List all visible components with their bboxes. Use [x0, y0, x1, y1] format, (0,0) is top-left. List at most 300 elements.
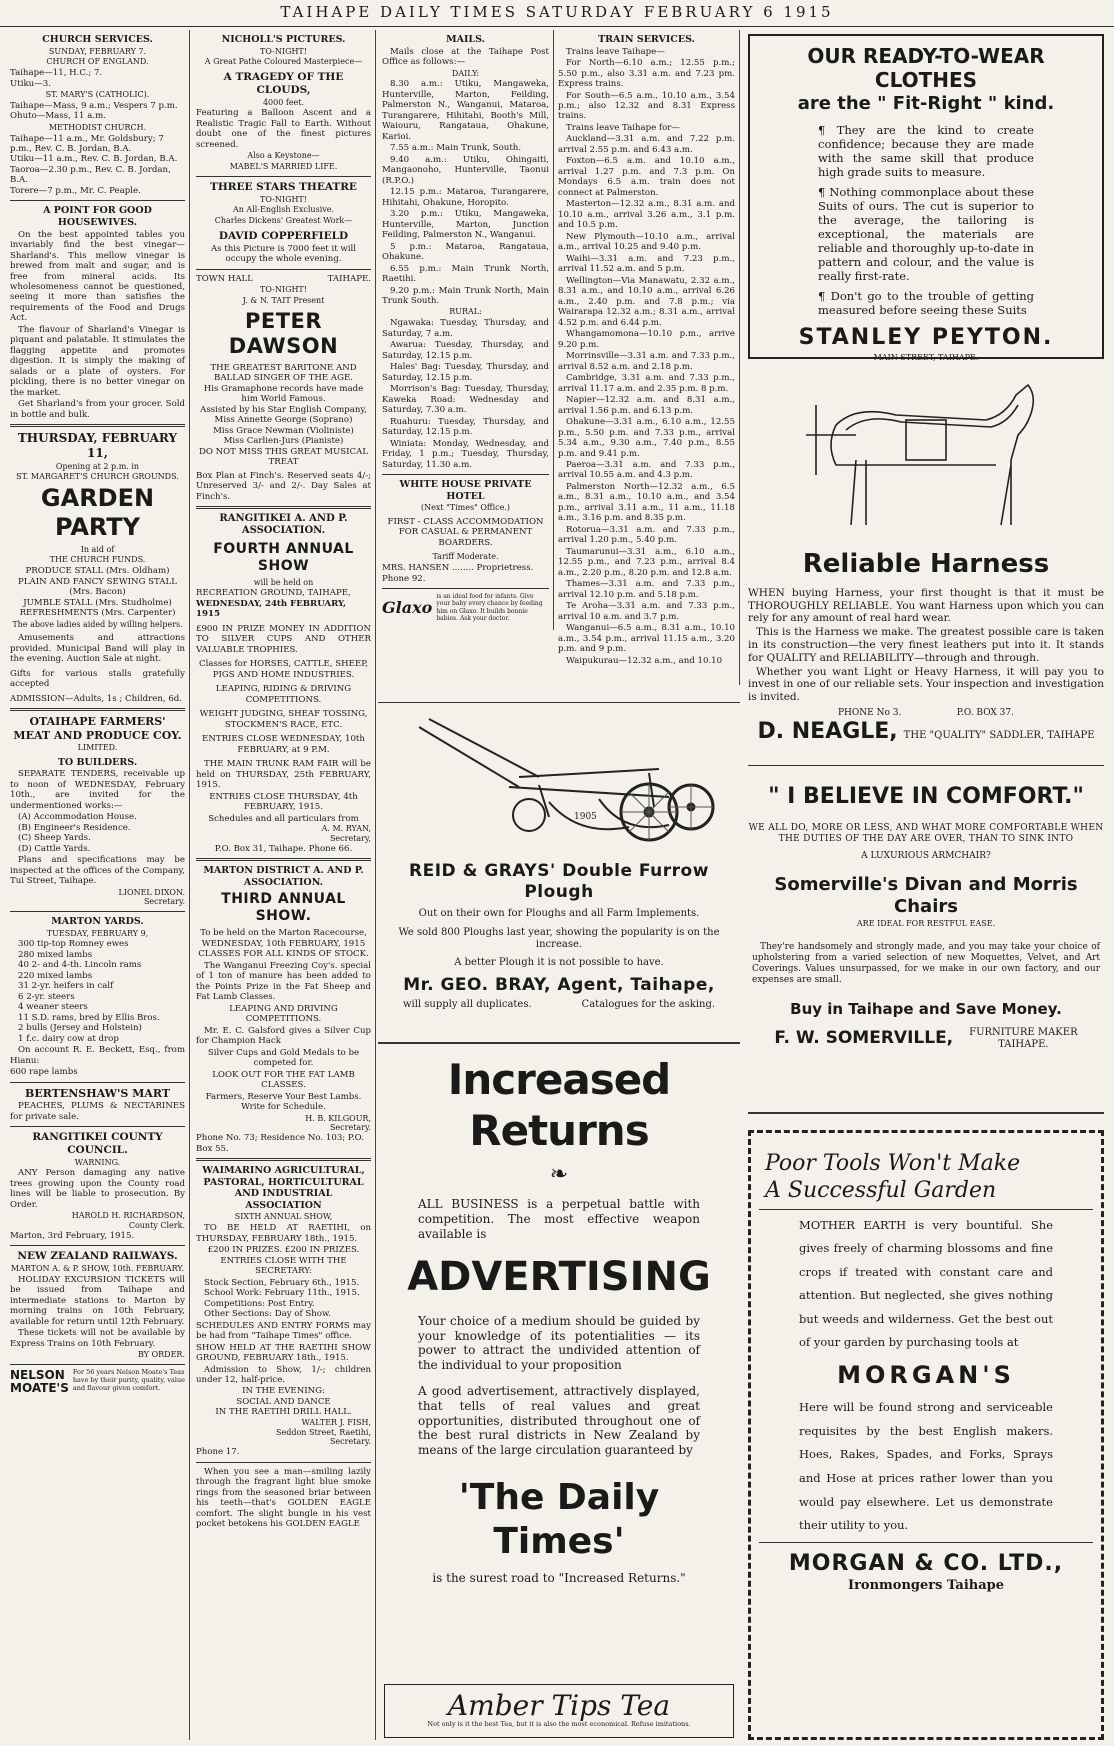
train-entry: Te Aroha—3.31 a.m. and 7.33 p.m., arrival 10 a.m. and 3.7 p.m. [558, 601, 735, 622]
church-line: Torere—7 p.m., Mr. C. Peaple. [10, 185, 141, 196]
church-services [10, 34, 185, 196]
masthead: TAIHAPE DAILY TIMES SATURDAY FEBRUARY 6 1915 [0, 0, 1114, 27]
farmers-p1: SEPARATE TENDERS, receivable up to noon of WEDNESDAY, February 10th., are invited for the undermentioned works:— [10, 769, 185, 811]
garden-party-amusements: Amusements and attractions provided. Municipal Band will play in the evening. Auction Sale at night. [10, 633, 185, 665]
railways-order: BY ORDER. [138, 1350, 185, 1360]
church-catholic: ST. MARY'S (CATHOLIC). [45, 90, 150, 100]
train-entry: Taumarunui—3.31 a.m., 6.10 a.m., 12.55 p.m., and 7.23 p.m., arrival 8.4 a.m., 2.20 p.m., 8.20 p.m. and 12.8 a.m. [558, 546, 735, 578]
harness-ad [748, 365, 1104, 766]
church-line: Taihape—11, H.C.; 7. [10, 68, 103, 79]
waimarino-show-at: SHOW HELD AT THE RAETIHI SHOW GROUND, FEBRUARY 18th., 1915. [196, 1342, 371, 1364]
train-entry: Auckland—3.31 a.m. and 7.22 p.m. arrival 2.55 p.m. and 6.43 a.m. [558, 134, 735, 155]
comfort-title: " I BELIEVE IN COMFORT." [768, 784, 1084, 809]
ap-title: RANGITIKEI A. AND P. ASSOCIATION. [219, 513, 348, 537]
farmers-sign: LIONEL DIXON. [118, 887, 185, 897]
marton-phone: Phone No. 73; Residence No. 103; P.O. Box 55. [196, 1133, 364, 1154]
divider [10, 1082, 185, 1083]
train-entry: Wellington—Via Manawatu, 2.32 a.m., 8.31 a.m., and 10.10 a.m., arrival 6.26 a.m., 2.40 p.m. and 7.8 p.m.; via Wairarapa 12.32 a.m.; 8.31 a.m., arrival 4.52 p.m. and 6.44 p.m. [558, 275, 735, 328]
advertising-ad [378, 1042, 740, 1682]
vinegar-ad [10, 205, 185, 420]
nicholls-ad [196, 34, 371, 172]
train-entry: Wanganui—6.5 a.m., 8.31 a.m., 10.10 a.m., 3.54 p.m., arrival 11.15 a.m., 3.20 p.m. and 9 p.m. [558, 623, 735, 655]
tools-ad [748, 1130, 1104, 1740]
train-entries [558, 58, 735, 666]
vinegar-p3: Get Sharland's from your grocer. Sold in bottle and bulk. [10, 399, 185, 420]
garden-party-admission: ADMISSION—Adults, 1s ; Children, 6d. [10, 693, 183, 704]
divider [382, 588, 549, 589]
nicholls-also: Also a Keystone— [247, 151, 320, 161]
advertising-word: ADVERTISING [407, 1254, 711, 1301]
list-item: Competitions: Post Entry. [204, 1298, 315, 1309]
plough-ad [378, 702, 740, 1040]
horses-illustration [796, 365, 1056, 545]
mails-rural-entry: Ruahuru: Tuesday, Thursday, and Saturday, 12.15 p.m. [382, 416, 549, 438]
marton-yards-list [10, 939, 185, 1044]
train-entry: Masterton—12.32 a.m., 8.31 a.m. and 10.10 a.m., arrival 3.26 a.m., 3.1 p.m. and 10.5 p.m. [558, 199, 735, 231]
amber-tag: Not only is it the best Tea, but it is also the most economical. Refuse imitations. [427, 1720, 691, 1728]
train-entry: Waipukurau—12.32 a.m., and 10.10 [566, 655, 723, 666]
ap-sign: A. M. RYAN, [321, 824, 371, 834]
vinegar-p2: The flavour of Sharland's Vinegar is piquant and palatable. It stimulates the flagging appetite and promotes digestion. It is simply the making of salads or a plate of oysters. For pickling, there is no better vinegar on the market. [10, 324, 185, 398]
pilcrow-icon: ¶ [818, 184, 830, 199]
plough-line-2: We sold 800 Ploughs last year, showing the popularity is on the increase. [398, 926, 720, 950]
clothes-addr: MAIN STREET, TAIHAPE. [873, 352, 979, 362]
advertising-closing: is the surest road to "Increased Returns." [432, 1571, 686, 1586]
marton-yards-date: TUESDAY, FEBRUARY 9, [46, 928, 149, 938]
mails-entry: 6.55 p.m.: Main Trunk North, Raetihi. [382, 263, 549, 285]
mails-entry: 9.40 a.m.: Utiku, Ohingaiti, Mangaonoho, Hunterville, Taonui (R.P.O.) [382, 154, 549, 186]
clothes-p1 [818, 123, 1034, 179]
church-line: Taihape—Mass, 9 a.m.; Vespers 7 p.m. [10, 100, 178, 111]
advertising-paper: 'The Daily Times' [458, 1476, 660, 1562]
bertenshaw-text: PEACHES, PLUMS & NECTARINES for private sale. [10, 1101, 185, 1122]
train-entry: Rotorua—3.31 a.m. and 7.33 p.m., arrival 1.20 p.m., 5.40 p.m. [558, 524, 735, 546]
railways-sub: MARTON A. & P. SHOW, 10th. FEBRUARY. [10, 1264, 185, 1274]
harness-box: P.O. BOX 37. [956, 707, 1014, 718]
railways-ad [10, 1250, 185, 1360]
waimarino-list [196, 1278, 371, 1320]
advertising-p3: A good advertisement, attractively displayed, that tells of real values and great opportunities, distributed throughout one of the best rural districts in New Zealand by means of the large circulation guaranteed by [418, 1384, 700, 1457]
farmers-sign-title: Secretary. [143, 897, 185, 907]
comfort-p1b: A LUXURIOUS ARMCHAIR? [861, 850, 991, 861]
stars-tonight: TO-NIGHT! [260, 194, 307, 204]
three-stars-ad [196, 181, 371, 265]
waimarino-sign: WALTER J. FISH, [301, 1417, 371, 1427]
plough-line-3: A better Plough it is not possible to have. [454, 957, 664, 969]
list-item: 300 tip-top Romney ewes [18, 939, 129, 950]
mails-rural-entry: Hales' Bag: Tuesday, Thursday, and Saturday, 12.15 p.m. [382, 362, 549, 383]
county-sign: HAROLD H. RICHARDSON, [71, 1211, 185, 1221]
nicholls-second: MABEL'S MARRIED LIFE. [229, 162, 338, 172]
marton-leaping: LEAPING AND DRIVING COMPETITIONS. [229, 1003, 338, 1025]
dawson-artist: Miss Annette George (Soprano) [214, 415, 353, 426]
advertising-p2: Your choice of a medium should be guided by your knowledge of its potentialities — its power to attract the undivided attention of the individual to your proposition [418, 1313, 700, 1372]
nicholls-line: A Great Pathe Coloured Masterpiece— [204, 57, 363, 67]
stars-text: As this Picture is 7000 feet it will occupy the whole evening. [210, 243, 357, 265]
nicholls-title: NICHOLL'S PICTURES. [221, 34, 346, 45]
waimarino-schedules: SCHEDULES AND ENTRY FORMS may be had from "Taihape Times" office. [196, 1320, 371, 1342]
marton-show: THIRD ANNUAL SHOW. [221, 891, 346, 925]
train-entry: Palmerston North—12.32 a.m., 6.5 a.m., 8.31 a.m., 10.10 a.m., and 3.54 p.m., arrival 3.11 a.m., 11 a.m., 11.18 a.m., 3.16 p.m. and 8.35 p.m. [558, 481, 735, 524]
marton-look: LOOK OUT FOR THE FAT LAMB CLASSES. [212, 1069, 355, 1091]
church-line: Utiku—11 a.m., Rev. C. B. Jordan, B.A. [10, 154, 178, 165]
clothes-ad [748, 34, 1104, 362]
clothes-p3-text: Don't go to the trouble of getting measured before seeing these Suits [818, 288, 1034, 317]
dawson-desc: THE GREATEST BARITONE AND BALLAD SINGER OF THE AGE. [210, 362, 357, 384]
marton-p3: Silver Cups and Gold Medals to be competed for. [207, 1047, 360, 1069]
marton-yards-lambs: 600 rape lambs [10, 1067, 78, 1078]
garden-party-title: GARDEN PARTY [40, 484, 155, 542]
plough-supply: will supply all duplicates. [402, 998, 532, 1010]
ap-sign-title: Secretary, [329, 833, 371, 843]
list-item: 2 bulls (Jersey and Holstein) [18, 1023, 142, 1034]
mails-entry: 12.15 p.m.: Mataroa, Turangarere, Hihitahi, Ohakune, Horopito. [382, 187, 549, 208]
garden-party-gifts: Gifts for various stalls gratefully accepted [10, 668, 185, 690]
mails-entry: 5 p.m.: Mataroa, Rangataua, Ohakune. [382, 241, 549, 263]
marton-title: MARTON DISTRICT A. AND P. ASSOCIATION. [203, 865, 364, 888]
ap-box: P.O. Box 31, Taihape. Phone 66. [214, 843, 353, 854]
glaxo-ad [382, 593, 549, 622]
marton-p1: The Wanganui Freezing Coy's. special of 1 ton of manure has been added to the Points Prize in the Fat Sheep and Fat Lamb Classes. [196, 960, 371, 1003]
dawson-desc-2: His Gramaphone records have made him World Famous. [203, 383, 364, 405]
dawson-tonight: TO-NIGHT! [260, 285, 307, 295]
plough-catalogues: Catalogues for the asking. [581, 998, 716, 1010]
comfort-ad [748, 766, 1104, 1114]
divider [10, 1364, 185, 1365]
train-entry: Cambridge, 3.31 a.m. and 7.33 p.m., arrival 11.17 a.m. and 2.35 p.m. 8 p.m. [558, 373, 735, 394]
list-item: (B) Engineer's Residence. [18, 822, 131, 833]
clothes-name: STANLEY PEYTON. [798, 324, 1054, 350]
comfort-ideal: ARE IDEAL FOR RESTFUL EASE. [856, 918, 996, 928]
ornament-icon: ❧ [549, 1162, 569, 1188]
list-item: School Work: February 11th., 1915. [204, 1288, 360, 1299]
stall: REFRESHMENTS (Mrs. Carpenter) [19, 608, 176, 619]
train-entry: Foxton—6.5 a.m. and 10.10 a.m., arrival 1.27 p.m. and 7.3 p.m. On Mondays 6.5 a.m. train does not connect at Palmerston. [558, 156, 735, 198]
harness-p2: This is the Harness we make. The greatest possible care is taken in its construction—the very finest leathers put into it. It stands for QUALITY and RELIABILITY—through and through. [748, 626, 1104, 664]
garden-party-date: THURSDAY, FEBRUARY 11, [17, 431, 178, 460]
divider [196, 1462, 371, 1463]
nicholls-tonight: TO-NIGHT! [260, 46, 307, 56]
list-item: (D) Cattle Yards. [18, 843, 91, 854]
pilcrow-icon: ¶ [818, 288, 831, 303]
white-house-prop: MRS. HANSEN ........ Proprietress. [382, 563, 534, 574]
bertenshaw-ad [10, 1087, 185, 1122]
waimarino-show: SIXTH ANNUAL SHOW, [234, 1212, 333, 1222]
mails-rural-entry: Awarua: Tuesday, Thursday, and Saturday, 12.15 p.m. [382, 340, 549, 361]
nicholls-text: Featuring a Balloon Ascent and a Realistic Tragic Fall to Earth. Without doubt one of the finest pictures screened. [196, 108, 371, 150]
plough-title: REID & GRAYS' Double Furrow Plough [409, 861, 709, 902]
mails [382, 34, 549, 470]
marton-p2: Mr. E. C. Galsford gives a Silver Cup for Champion Hack [196, 1025, 371, 1047]
amber-tips-ad [384, 1684, 734, 1738]
list-item: 4 weaner steers [18, 1002, 88, 1013]
dawson-plan: Box Plan at Finch's. Reserved seats 4/-; Unreserved 3/- and 2/-. Day Sales at Finch's. [196, 470, 371, 502]
list-item: 1 f.c. dairy cow at drop [18, 1033, 119, 1044]
advertising-title: Increased Returns [447, 1055, 671, 1156]
stars-title: THREE STARS THEATRE [210, 180, 357, 193]
dawson-hall: TOWN HALL [196, 273, 253, 284]
divider [196, 1158, 371, 1161]
divider [10, 200, 185, 201]
plough-line-1: Out on their own for Ploughs and all Farm Implements. [418, 908, 700, 920]
dawson-assisted: Assisted by his Star English Company, [200, 404, 367, 415]
stars-line: Charles Dickens' Greatest Work— [214, 216, 353, 226]
train-entry: For North—6.10 a.m.; 12.55 p.m.; 5.50 p.m., also 3.31 a.m. and 7.23 pm. Express trains. [558, 58, 735, 90]
waimarino-title: WAIMARINO AGRICULTURAL, PASTORAL, HORTICULTURAL AND INDUSTRIAL ASSOCIATION [202, 1165, 365, 1211]
clothes-p2 [818, 185, 1034, 283]
glaxo-text: is an ideal food for infants. Give your baby every chance by feeding him on Glaxo. It builds bonnie babies. Ask your doctor. [436, 593, 543, 623]
tools-p1: MOTHER EARTH is very bountiful. She gives freely of charming blossoms and fine crops if treated with constant care and attention. But neglected, she gives nothing but weeds and wilderness. Get the best out of your garden by purchasing tools at [799, 1217, 1053, 1350]
garden-party-opening: Opening at 2 p.m. in [55, 461, 140, 471]
comfort-title-2: Somerville's Divan and Morris Chairs [774, 873, 1078, 917]
dawson-present: J. & N. TAIT Present [242, 295, 325, 305]
nelson-brand-2: MOATE'S [10, 1381, 69, 1396]
divider [10, 424, 185, 427]
mails-title: MAILS. [446, 34, 485, 45]
railways-title: NEW ZEALAND RAILWAYS. [17, 1250, 178, 1263]
dawson-artist: Miss Carlien-Jurs (Pianiste) [223, 436, 344, 447]
white-house-phone: Phone 92. [382, 573, 426, 584]
harness-p1: WHEN buying Harness, your first thought is that it must be THOROUGHLY RELIABLE. You want Harness upon which you can rely for any amount of real hard wear. [748, 586, 1104, 625]
tools-title-2: A Successful Garden [765, 1177, 997, 1203]
church-line: Taoroa—2.30 p.m., Rev. C. B. Jordan, B.A. [10, 164, 171, 186]
garden-party-ad [10, 431, 185, 704]
clothes-p2-text: Nothing commonplace about these Suits of ours. The cut is superior to the average, the tailoring is exceptional, the materials are reliable and thoroughly up-to-date in pattern and colour, and the value is really first-rate. [818, 184, 1034, 283]
plough-agent: Mr. GEO. BRAY, Agent, Taihape, [403, 975, 715, 996]
mails-daily: DAILY: [451, 68, 480, 78]
comfort-name: F. W. SOMERVILLE, [774, 1028, 954, 1049]
list-item: 6 2-yr. steers [18, 991, 75, 1002]
list-item: (C) Sheep Yards. [18, 833, 91, 844]
marton-sign: H. B. KILGOUR, [305, 1113, 371, 1123]
divider [382, 474, 549, 475]
pilcrow-icon: ¶ [818, 122, 837, 137]
farmers-title: OTAIHAPE FARMERS' MEAT AND PRODUCE COY. [13, 715, 182, 742]
vinegar-p1: On the best appointed tables you invariably find the best vinegar—Sharland's. This mellow vinegar is brewed from malt and sugar, and is free from mineral acids. Its wholesomeness cannot be questioned, seeing it more than satisfies the requirements of the Food and Drugs Act. [10, 229, 185, 324]
train-entry: Napier—12.32 a.m. and 8.31 a.m., arrival 1.56 p.m. and 6.13 p.m. [558, 395, 735, 416]
divider [10, 1245, 185, 1246]
divider [196, 176, 371, 177]
ap-entries: ENTRIES CLOSE WEDNESDAY, 10th FEBRUARY, at 9 P.M. [202, 734, 365, 755]
nelson-ad [10, 1369, 185, 1395]
train-entry: New Plymouth—10.10 a.m., arrival a.m., arrival 10.25 and 9.40 p.m. [558, 231, 735, 253]
railways-p2: These tickets will not be available by Express Trains on 10th February. [10, 1328, 185, 1349]
ap-ram: THE MAIN TRUNK RAM FAIR will be held on THURSDAY, 25th FEBRUARY, 1915. [196, 759, 371, 791]
divider [196, 506, 371, 509]
waimarino-prizes: £200 IN PRIZES. £200 IN PRIZES. [207, 1245, 360, 1256]
farmers-list [10, 812, 185, 854]
tools-title: Poor Tools Won't Make [765, 1151, 1021, 1176]
nelson-text: For 56 years Nelson Moate's Teas have by their purity, quality, value and flavour given comfort. [72, 1368, 185, 1392]
tools-name: MORGAN & CO. LTD., [788, 1550, 1064, 1576]
harness-tag: THE "QUALITY" SADDLER, TAIHAPE [903, 729, 1095, 741]
vinegar-title: A POINT FOR GOOD HOUSEWIVES. [43, 205, 152, 228]
harness-name: D. NEAGLE, [757, 718, 898, 744]
train-entry: Waihi—3.31 a.m. and 7.23 p.m., arrival 11.52 a.m. and 5 p.m. [558, 253, 735, 275]
mails-entry: 9.20 p.m.: Main Trunk North, Main Trunk South. [382, 285, 549, 306]
clothes-title: OUR READY-TO-WEAR CLOTHES [807, 44, 1045, 93]
church-methodist: METHODIST CHURCH. [48, 122, 147, 132]
mails-intro: Mails close at the Taihape Post Office as follows:— [382, 46, 549, 68]
train-entry: Ohakune—3.31 a.m., 6.10 a.m., 12.55 p.m., 5.50 p.m. and 7.33 p.m., arrival 5.34 a.m., 9.30 a.m., 7.40 p.m., 8.55 p.m. and 9.41 p.m. [558, 417, 735, 459]
list-item: 11 S.D. rams, bred by Ellis Bros. [18, 1012, 160, 1023]
stars-line: An All-English Exclusive. [232, 205, 335, 215]
train-entry: Thames—3.31 a.m. and 7.33 p.m., arrival 12.10 p.m. and 5.18 p.m. [558, 579, 735, 600]
waimarino-evening: IN THE EVENING: [242, 1386, 325, 1397]
county-place: Marton, 3rd February, 1915. [10, 1230, 135, 1241]
column-1 [6, 30, 190, 1740]
church-anglican: CHURCH OF ENGLAND. [46, 57, 149, 67]
county-warning: WARNING. [74, 1157, 121, 1167]
county-ad [10, 1131, 185, 1241]
white-house-title: WHITE HOUSE PRIVATE HOTEL [399, 479, 532, 502]
list-item: Stock Section, February 6th., 1915. [204, 1277, 360, 1288]
marton-classes: CLASSES FOR ALL KINDS OF STOCK. [198, 949, 369, 960]
train-entry: Whangamomona—10.10 p.m., arrive 9.20 p.m. [558, 329, 735, 350]
marton-p4: Farmers, Reserve Your Best Lambs. Write for Schedule. [205, 1091, 362, 1113]
waimarino-hall: IN THE RAETIHI DRILL HALL. [215, 1407, 352, 1418]
ap-schedules: Schedules and all particulars from [208, 813, 359, 824]
column-4 [554, 30, 740, 685]
marton-held: To be held on the Marton Racecourse, WEDNESDAY, 10th FEBRUARY, 1915 [200, 928, 367, 949]
marton-sign-title: Secretary. [329, 1123, 371, 1133]
advertising-p1: ALL BUSINESS is a perpetual battle with competition. The most effective weapon available is [418, 1197, 700, 1241]
white-house-next: (Next "Times" Office.) [420, 503, 511, 513]
white-house-tariff: Tariff Moderate. [432, 552, 499, 562]
dawson-artist: Miss Grace Newman (Violiniste) [213, 425, 354, 436]
stall: PRODUCE STALL (Mrs. Oldham) [25, 566, 170, 577]
farmers-ad [10, 715, 185, 907]
mails-entry: 8.30 a.m.: Utiku, Mangaweka, Hunterville, Marton, Feilding, Palmerston N., Wanganui, Mataroa, Turangarere, Hihitahi, Booth's Mill, Waiouru, Rangataua, Ohakune, Karioi. [382, 79, 549, 142]
comfort-town: TAIHAPE. [998, 1038, 1049, 1050]
ap-weight: WEIGHT JUDGING, SHEAF TOSSING, STOCKMEN'S RACE, ETC. [199, 709, 368, 730]
amber-brand: Amber Tips Tea [447, 1689, 671, 1722]
mails-entry: 7.55 a.m.: Main Trunk, South. [390, 143, 522, 154]
railways-p1: HOLIDAY EXCURSION TICKETS will be issued from Taihape and intermediate stations to Marton by morning trains on 10th February, available for return until 12th February. [10, 1274, 185, 1327]
list-item: (A) Accommodation House. [18, 812, 137, 823]
tools-shop: MORGAN'S [837, 1361, 1015, 1390]
divider [196, 858, 371, 861]
divider [759, 1209, 1093, 1210]
divider [10, 708, 185, 711]
marton-yards-account: On account R. E. Beckett, Esq., from Hianu: [10, 1045, 185, 1066]
ap-ground: RECREATION GROUND, TAIHAPE, [196, 588, 351, 599]
dawson-name: PETER DAWSON [228, 308, 339, 359]
train-entry: For South—6.5 a.m., 10.10 a.m., 3.54 p.m.; also 12.32 and 8.31 Express trains. [558, 90, 735, 122]
marton-ap-ad [196, 865, 371, 1154]
mails-rural-entry: Winiata: Monday, Wednesday, and Friday, 1 p.m.; Tuesday, Thursday, Saturday, 11.30 a.m. [382, 438, 549, 470]
clothes-p3 [818, 289, 1034, 317]
train-entry: Paeroa—3.31 a.m. and 7.33 p.m., arrival 10.55 a.m. and 4.3 p.m. [558, 459, 735, 481]
nelson-brand: NELSON [10, 1368, 65, 1383]
white-house-acc: FIRST - CLASS ACCOMMODATION FOR CASUAL & PERMANENT BOARDERS. [387, 516, 544, 548]
comfort-p1: WE ALL DO, MORE OR LESS, AND WHAT MORE COMFORTABLE WHEN THE DUTIES OF THE DAY ARE OVER, THAN TO SINK INTO [748, 822, 1104, 844]
clothes-p1-text: They are the kind to create confidence; because they are made with the same skill that produce high grade suits to measure. [818, 122, 1034, 179]
waimarino-sign-2: Seddon Street, Raetihi, [276, 1427, 371, 1437]
church-line: Taihape—11 a.m., Mr. Goldsbury; 7 p.m., Rev. C. B. Jordan, B.A. [10, 133, 164, 154]
ap-ram-entries: ENTRIES CLOSE THURSDAY, 4th FEBRUARY, 1915. [209, 791, 358, 813]
divider [759, 1542, 1093, 1543]
bertenshaw-title: BERTENSHAW'S MART [25, 1086, 170, 1100]
tools-trade: Ironmongers Taihape [847, 1577, 1004, 1593]
trains-leave: Trains leave Taihape— [566, 46, 665, 57]
church-date: SUNDAY, FEBRUARY 7. [48, 46, 147, 56]
ap-date: WEDNESDAY, 24th FEBRUARY, 1915 [196, 598, 346, 620]
waimarino-social: SOCIAL AND DANCE [236, 1396, 331, 1407]
garden-party-note: The above ladies aided by willing helpers. [12, 619, 183, 629]
marton-yards-title: MARTON YARDS. [51, 916, 144, 928]
marton-yards-ad [10, 916, 185, 1078]
garden-party-funds: THE CHURCH FUNDS. [49, 555, 146, 565]
column-2 [192, 30, 376, 1740]
garden-party-place: ST. MARGARET'S CHURCH GROUNDS. [16, 472, 179, 482]
horse-outline [806, 385, 1033, 525]
plough-illustration [399, 707, 719, 857]
county-sign-title: County Clerk. [128, 1221, 185, 1231]
stall: PLAIN AND FANCY SEWING STALL (Mrs. Bacon) [18, 576, 177, 598]
trains-title: TRAIN SERVICES. [598, 34, 695, 45]
stall: JUMBLE STALL (Mrs. Studholme) [23, 597, 172, 608]
golden-eagle-text: When you see a man—smiling lazily through the fragrant light blue smoke rings from the seasoned briar between his teeth—that's GOLDEN EAGLE comfort. The slight bungle in his vest pocket betokens his GOLDEN EAGLE [196, 1466, 371, 1530]
plough-wheels [513, 784, 713, 840]
plough-label: 1905 [574, 812, 597, 822]
white-house-ad [382, 479, 549, 584]
church-line: Utiku—3. [10, 78, 51, 89]
mails-rural-entry: Morrison's Bag: Tuesday, Thursday, Kaweka Road: Wednesday and Saturday, 7.30 a.m. [382, 384, 549, 416]
ap-classes: Classes for HORSES, CATTLE, SHEEP, PIGS AND HOME INDUSTRIES. [199, 659, 368, 680]
harness-title: Reliable Harness [802, 549, 1050, 579]
ap-leaping: LEAPING, RIDING & DRIVING COMPETITIONS. [215, 684, 352, 705]
waimarino-phone: Phone 17. [196, 1447, 240, 1458]
glaxo-brand: Glaxo [382, 597, 433, 617]
divider [10, 1126, 185, 1127]
tools-p2: Here will be found strong and serviceable requisites by the best English makers. Hoes, Rakes, Spades, and Forks, Sprays and Hose at prices rather lower than you would pay elsewhere. Let us demonstrate their utility to you. [799, 1400, 1053, 1533]
mails-rural-entry: Ngawaka: Tuesday, Thursday, and Saturday, 7 a.m. [382, 318, 549, 339]
waimarino-sign-title: Secretary. [329, 1437, 371, 1447]
comfort-buy: Buy in Taihape and Save Money. [790, 1000, 1062, 1019]
mails-rural: RURAL: [449, 307, 482, 317]
ap-held: will be held on [253, 577, 314, 587]
waimarino-admission: Admission to Show, 1/-; children under 12, half-price. [196, 1364, 371, 1385]
farmers-p2: Plans and specifications may be inspected at the offices of the Company, Tui Street, Taihape. [10, 855, 185, 887]
nicholls-feature: A TRAGEDY OF THE CLOUDS, [223, 71, 344, 96]
farmers-to: TO BUILDERS. [57, 756, 138, 768]
train-entry: Trains leave Taihape for— [566, 122, 680, 133]
waimarino-entries: ENTRIES CLOSE WITH THE SECRETARY: [220, 1255, 347, 1277]
column-3 [378, 30, 554, 630]
ap-show: FOURTH ANNUAL SHOW [213, 540, 354, 574]
rangitikei-ap-ad [196, 513, 371, 854]
ap-prize: £900 IN PRIZE MONEY IN ADDITION TO SILVER CUPS AND OTHER VALUABLE TROPHIES. [196, 623, 371, 655]
dawson-town: TAIHAPE. [327, 273, 371, 284]
list-item: 280 mixed lambs [18, 949, 93, 960]
list-item: Other Sections: Day of Show. [204, 1309, 332, 1320]
comfort-maker: FURNITURE MAKER [969, 1026, 1078, 1038]
list-item: 31 2-yr. heifers in calf [18, 981, 114, 992]
harness-p3: Whether you want Light or Heavy Harness, it will pay you to invest in one of our reliable sets. Your inspection and investigation is invited. [748, 665, 1104, 704]
waimarino-ad [196, 1165, 371, 1458]
waimarino-held: TO BE HELD AT RAETIHI, on THURSDAY, FEBRUARY 18th., 1915. [196, 1223, 371, 1244]
comfort-p2: They're handsomely and strongly made, and you may take your choice of upholstering from a varied selection of new Moquettes, Velvet, and Art Coverings. Values unsurpassed, for we make in our own factory, and our expenses are small. [752, 942, 1100, 986]
clothes-title-2: are the " Fit-Right " kind. [797, 92, 1055, 114]
church-title: CHURCH SERVICES. [42, 34, 153, 45]
dawson-ad [196, 274, 371, 503]
list-item: 40 2- and 4-th. Lincoln rams [18, 960, 142, 971]
dawson-miss: DO NOT MISS THIS GREAT MUSICAL TREAT [198, 446, 369, 468]
list-item: 220 mixed lambs [18, 970, 93, 981]
farmers-limited: LIMITED. [77, 742, 118, 752]
nicholls-feet: 4000 feet. [262, 97, 305, 107]
